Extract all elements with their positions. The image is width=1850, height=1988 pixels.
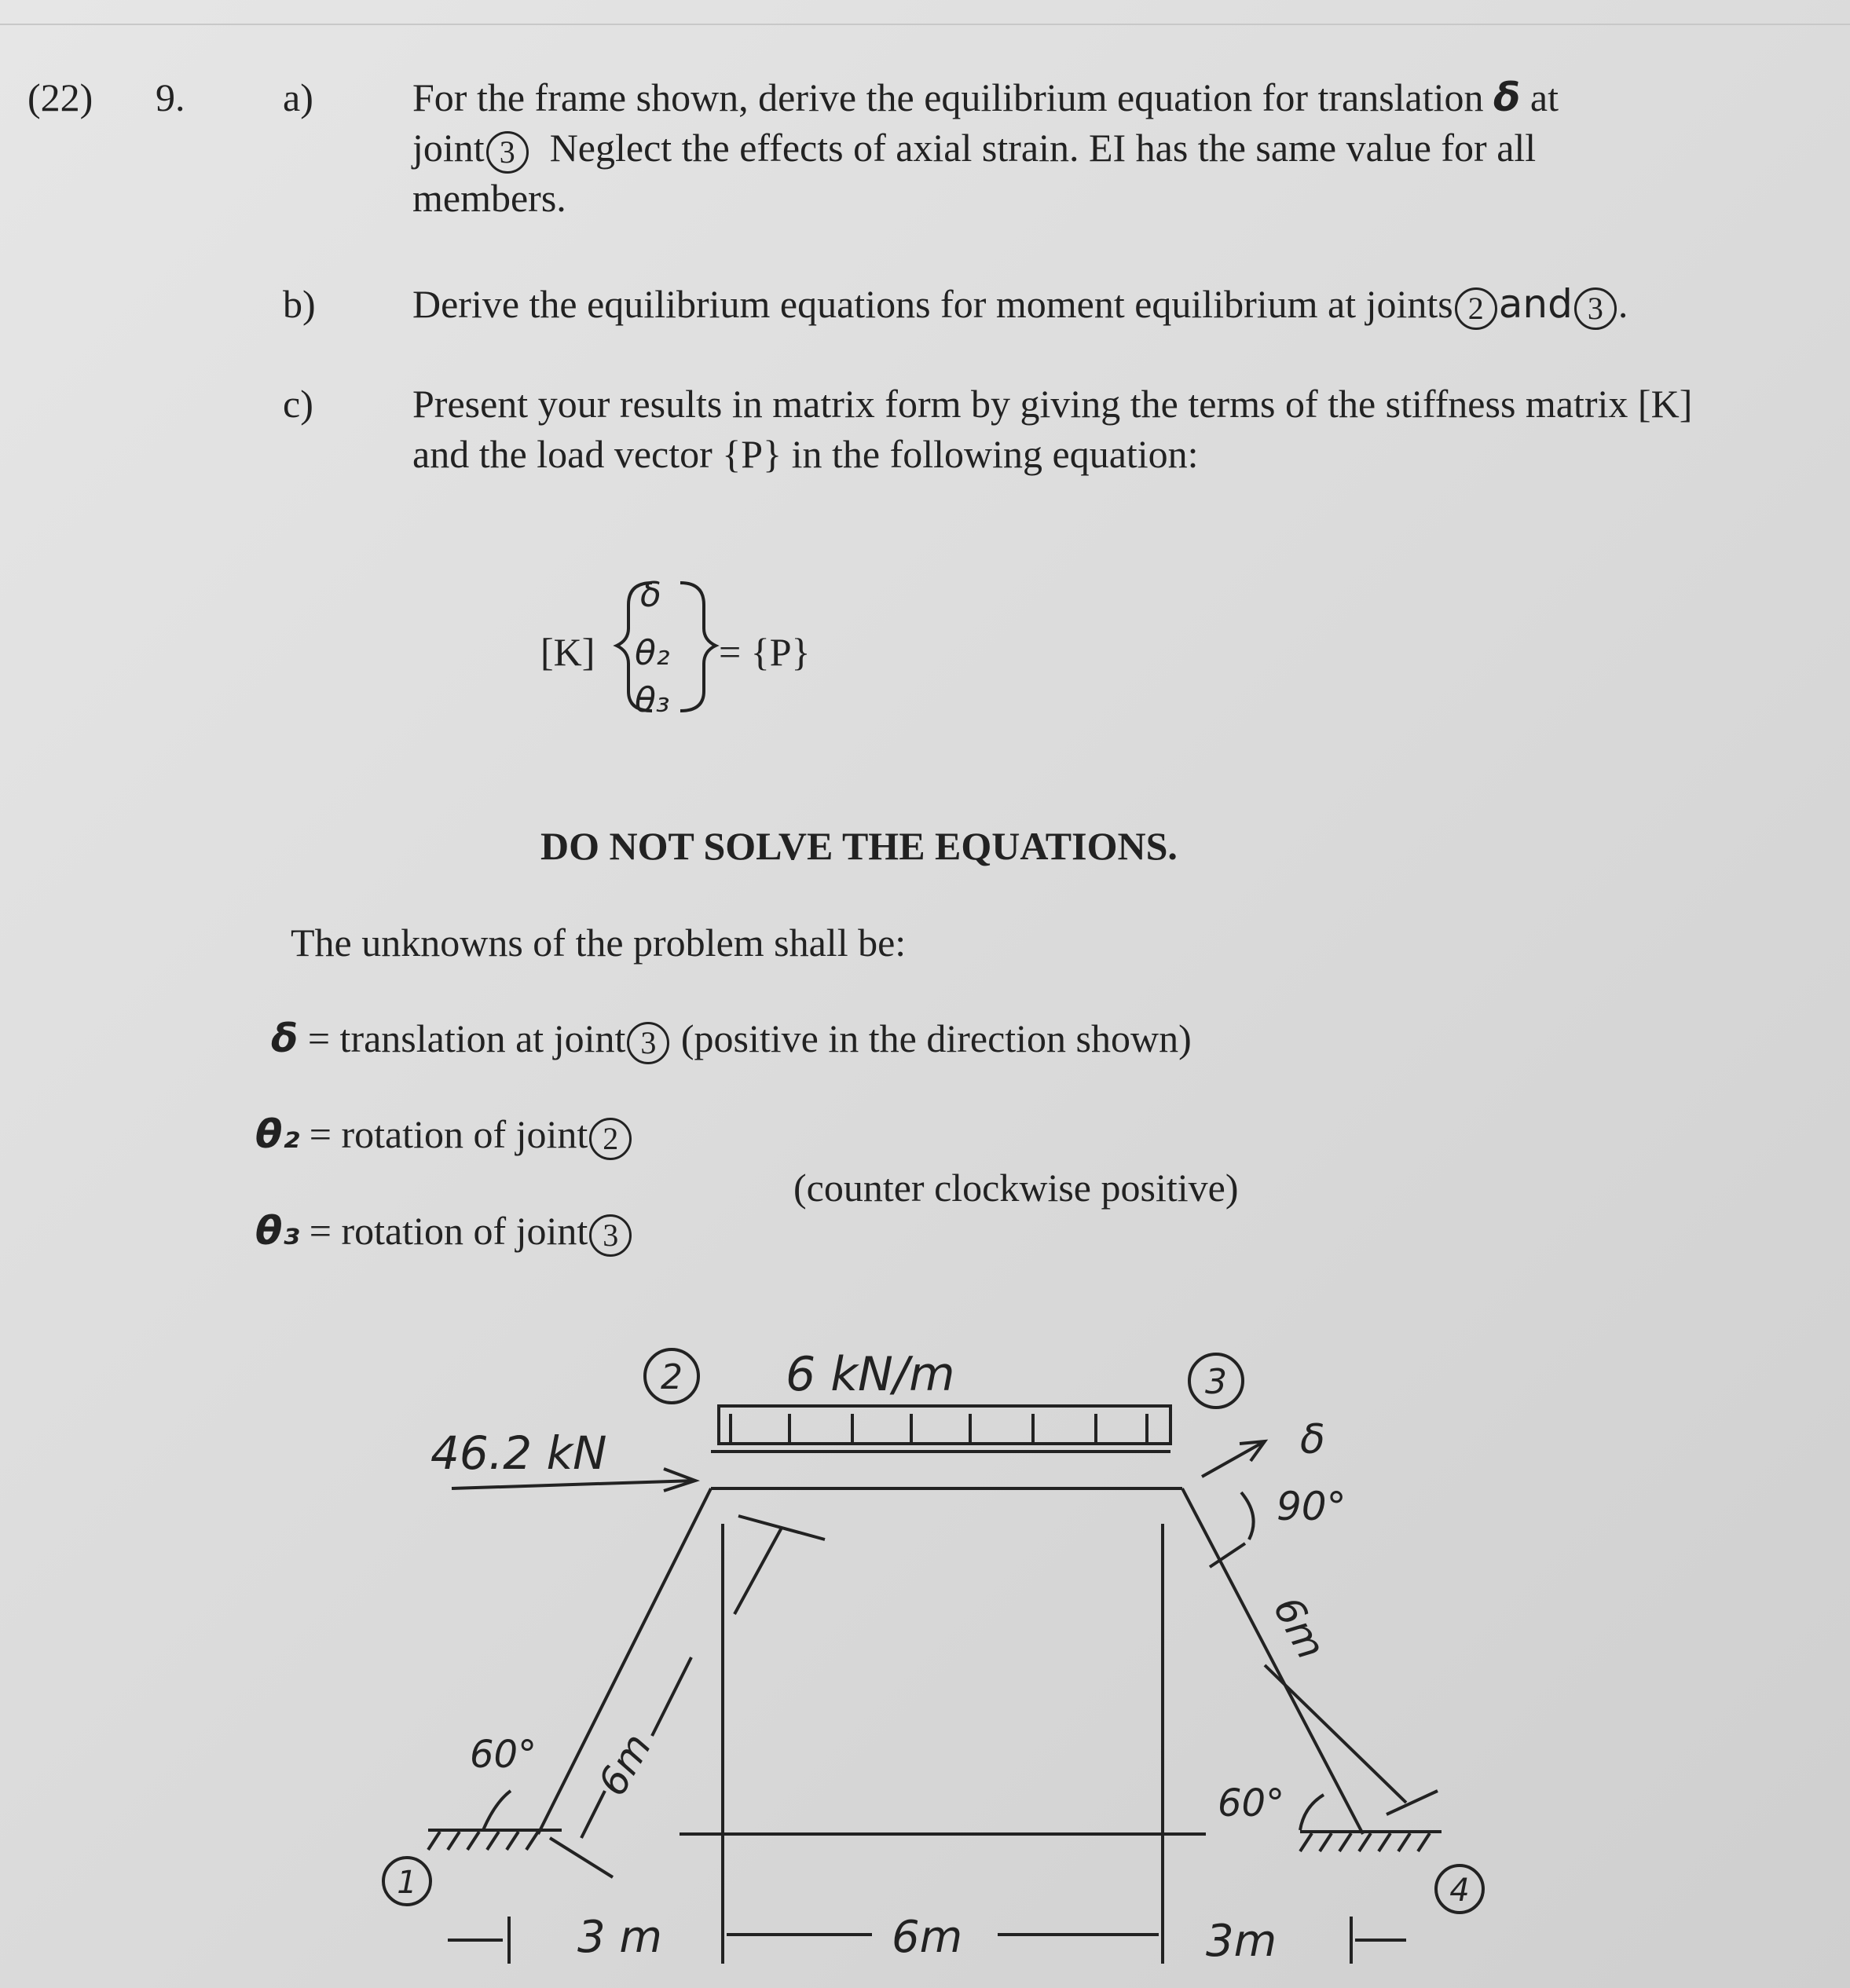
question-number: 9. (156, 75, 185, 119)
joint-4-label: 4 (1449, 1873, 1470, 1909)
part-a-line2-text: Neglect the effects of axial strain. EI has the same value for all (549, 126, 1537, 170)
part-c-line2: and the load vector {P} in the following equation: (412, 432, 1199, 476)
len-left-line (652, 1657, 691, 1736)
part-a-line1-text: For the frame shown, derive the equilibrium equation for translation (412, 75, 1484, 119)
eq-delta: δ (640, 575, 661, 615)
part-c-label: c) (283, 382, 313, 426)
joint-2-label: 2 (661, 1357, 683, 1397)
len-right-tick-bottom (1387, 1791, 1438, 1814)
udl-load-label: 6 kN/m (786, 1347, 955, 1402)
udl-arrows (731, 1414, 1147, 1442)
angle-arc-left (483, 1791, 511, 1830)
unknown-delta-joint: 3 (627, 1022, 669, 1064)
part-a-line3: members. (412, 176, 566, 220)
support-4-hatch (1300, 1833, 1430, 1851)
point-load-label: 46.2 kN (430, 1426, 607, 1480)
joint-2-circle: 2 (1455, 287, 1497, 330)
unknown-theta3-text: = rotation of joint (309, 1209, 588, 1253)
right-angle-arc (1241, 1492, 1254, 1540)
part-b-line: Derive the equilibrium equations for moment equilibrium at joints 2 and 3 . (412, 279, 1628, 330)
angle-right-label: 60° (1218, 1781, 1285, 1825)
do-not-solve-warning: DO NOT SOLVE THE EQUATIONS. (540, 824, 1178, 868)
load-vector-symbol: = {P} (719, 630, 811, 674)
part-b-and: and (1498, 281, 1573, 327)
part-c-line1: Present your results in matrix form by giving the terms of the stiffness matrix [K] (412, 382, 1693, 426)
len-right-label: 6m (1264, 1589, 1335, 1667)
unknown-delta-note: (positive in the direction shown) (680, 1016, 1192, 1060)
dim-mid-label: 6m (892, 1912, 963, 1963)
part-a-at: at (1529, 75, 1559, 119)
delta-arrowhead (1240, 1441, 1265, 1461)
len-left-arrow-bottom (581, 1791, 605, 1838)
angle-arc-right (1300, 1795, 1324, 1830)
eq-theta2: θ₂ (635, 633, 670, 673)
left-brace (617, 583, 652, 711)
dim-right-label: 3m (1206, 1916, 1277, 1967)
delta-arrow (1202, 1441, 1265, 1477)
unknown-theta3-joint: 3 (589, 1214, 632, 1257)
delta-symbol: δ (1493, 75, 1521, 120)
joint-3-label: 3 (1205, 1362, 1227, 1402)
part-b-text: Derive the equilibrium equations for moment equilibrium at joints (412, 282, 1453, 326)
ccw-positive-note: (counter clockwise positive) (793, 1166, 1239, 1210)
joint-1-label: 1 (397, 1865, 417, 1901)
len-right-tick-top (1210, 1543, 1245, 1567)
part-a-joint-word: joint (412, 126, 485, 170)
unknown-delta-symbol: δ (271, 1016, 299, 1061)
dim-left-label: 3 m (577, 1912, 662, 1963)
part-b-label: b) (283, 282, 316, 326)
angle-left-label: 60° (470, 1733, 537, 1777)
unknown-theta2-joint: 2 (589, 1118, 632, 1160)
delta-label: δ (1300, 1416, 1325, 1463)
support-1-hatch (428, 1832, 538, 1850)
len-left-label: 6m (589, 1726, 661, 1803)
unknowns-intro: The unknowns of the problem shall be: (291, 921, 907, 965)
joint-3-circle-b: 3 (1574, 287, 1617, 330)
marks-label: (22) (27, 75, 93, 119)
len-left-arrow-top (735, 1528, 782, 1614)
udl-box (719, 1406, 1170, 1444)
eq-theta3: θ₃ (635, 680, 670, 720)
len-left-tick-bottom (550, 1838, 613, 1877)
right-brace (680, 583, 716, 711)
stiffness-matrix-symbol: [K] (540, 630, 595, 674)
unknown-theta3-symbol: θ₃ (255, 1208, 300, 1254)
angle-90-label: 90° (1277, 1484, 1346, 1529)
joint-3-circle: 3 (486, 131, 529, 174)
unknown-theta2-symbol: θ₂ (255, 1111, 300, 1157)
unknown-delta-text: = translation at joint (307, 1016, 626, 1060)
part-a-label: a) (283, 75, 313, 119)
point-load-arrow (452, 1481, 695, 1488)
unknown-theta2-text: = rotation of joint (309, 1112, 588, 1156)
